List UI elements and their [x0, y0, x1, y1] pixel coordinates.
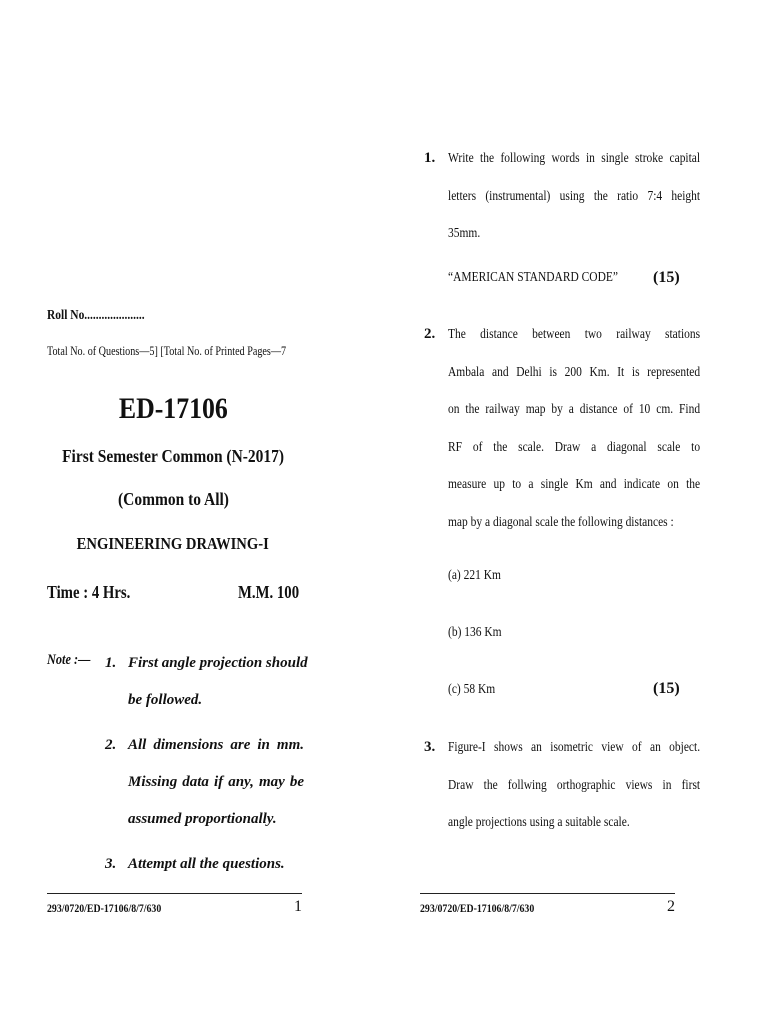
question-line: letters (instrumental) using the ratio 7:4 height	[448, 188, 700, 204]
paper-code: ED-17106	[118, 392, 228, 425]
question-line: on the railway map by a distance of 10 cm. Find	[448, 402, 700, 417]
roll-number-field: Roll No.....................	[47, 308, 145, 323]
subject-title: ENGINEERING DRAWING-I	[76, 534, 270, 553]
question-line: RF of the scale. Draw a diagonal scale to	[448, 439, 700, 455]
footer-code: 293/0720/ED-17106/8/7/630	[47, 901, 162, 915]
distance-part-a: (a) 221 Km	[448, 568, 501, 583]
exam-time: Time : 4 Hrs.	[47, 582, 131, 602]
question-line: Figure-I shows an isometric view of an object.	[448, 740, 700, 755]
footer-divider	[47, 893, 302, 894]
quoted-words: “AMERICAN STANDARD CODE”	[448, 270, 619, 285]
question-1	[424, 140, 714, 250]
page-number: 2	[667, 898, 675, 915]
footer-code: 293/0720/ED-17106/8/7/630	[420, 901, 535, 915]
right-page	[384, 0, 768, 1024]
question-line: Write the following words in single stroke capital	[448, 151, 700, 166]
question-line: measure up to a single Km and indicate on the	[448, 477, 700, 492]
note-line: Missing data if any, may be	[128, 774, 304, 790]
question-2	[424, 316, 714, 546]
note-line: assumed proportionally.	[128, 811, 277, 827]
footer-divider	[420, 893, 675, 894]
note-number: 1.	[105, 655, 117, 671]
question-line: angle projections using a suitable scale.	[448, 815, 630, 830]
question-line: The distance between two railway stations	[448, 327, 700, 342]
page-number: 1	[294, 898, 302, 915]
note-line: Attempt all the questions.	[128, 856, 285, 872]
note-label: Note :—	[47, 652, 91, 668]
question-number: 1.	[424, 150, 436, 166]
question-2-marks: (15)	[653, 680, 680, 697]
question-number: 3.	[424, 739, 436, 755]
note-line: All dimensions are in mm.	[128, 737, 304, 753]
common-to-all: (Common to All)	[117, 489, 229, 509]
question-page-totals: Total No. of Questions—5] [Total No. of Printed Pages—7	[47, 343, 287, 358]
note-line: be followed.	[128, 692, 203, 708]
question-line: Ambala and Delhi is 200 Km. It is represented	[448, 364, 700, 380]
question-3	[424, 729, 714, 844]
question-line: map by a diagonal scale the following distances :	[448, 514, 674, 530]
note-number: 2.	[105, 737, 117, 753]
question-number: 2.	[424, 326, 436, 342]
max-marks: M.M. 100	[238, 582, 300, 602]
question-line: 35mm.	[448, 226, 481, 241]
note-number: 3.	[105, 856, 117, 872]
semester-title: First Semester Common (N-2017)	[62, 446, 284, 466]
distance-part-b: (b) 136 Km	[448, 625, 502, 640]
distance-part-c: (c) 58 Km	[448, 682, 496, 697]
note-line: First angle projection should	[128, 655, 308, 671]
question-1-marks: (15)	[653, 269, 680, 286]
question-line: Draw the follwing orthographic views in first	[448, 777, 700, 793]
